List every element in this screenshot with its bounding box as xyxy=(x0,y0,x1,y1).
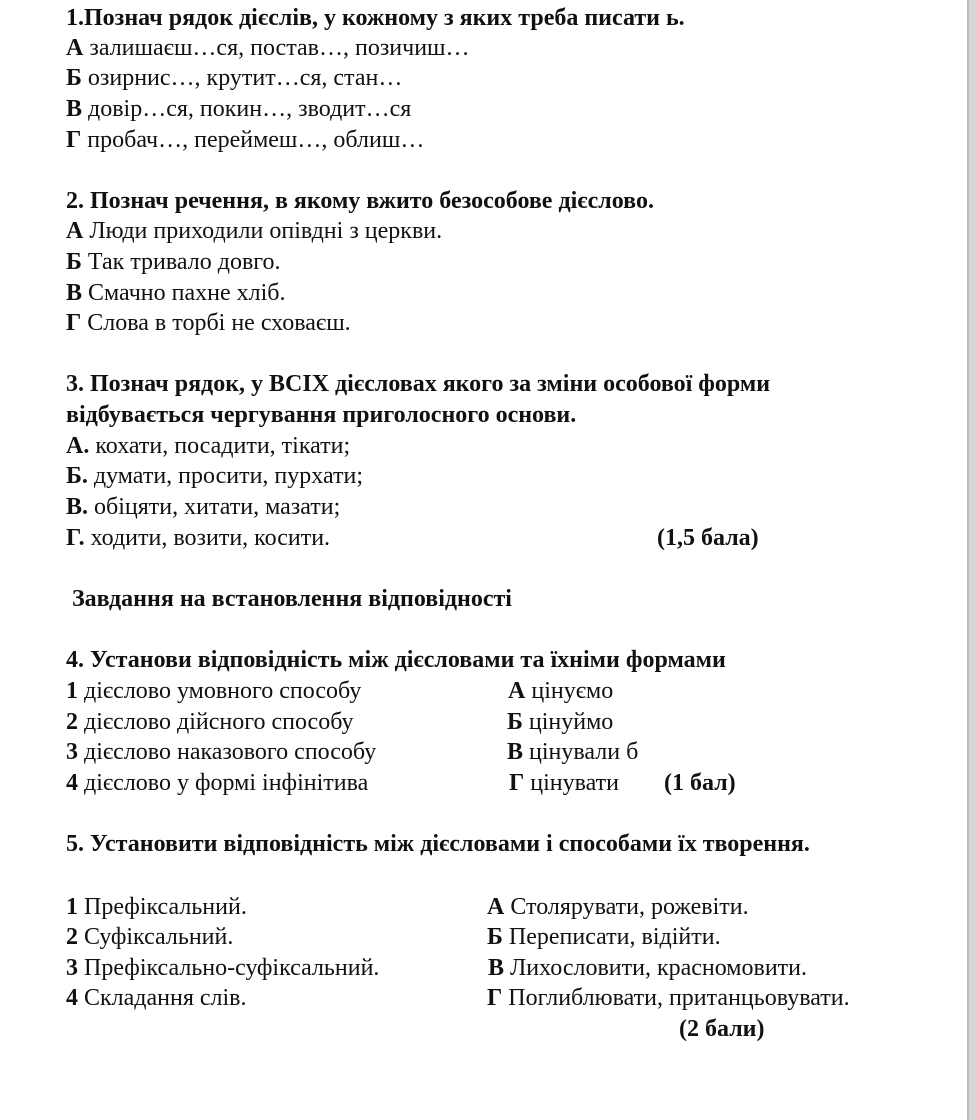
q5-right-a: А Столярувати, рожевіти. xyxy=(487,894,749,920)
q5-right-v: В Лихословити, красномовити. xyxy=(488,955,808,981)
section-title: Завдання на встановлення відповідності xyxy=(72,586,512,612)
q2-option-a: А Люди приходили опівдні з церкви. xyxy=(66,218,443,244)
q4-points: (1 бал) xyxy=(664,770,736,796)
q5-left-1: 1 Префіксальний. xyxy=(66,894,247,920)
q5-right-g: Г Поглиблювати, пританцьовувати. xyxy=(487,985,850,1011)
q3-title-line2: відбувається чергування приголосного основи. xyxy=(66,402,577,428)
q1-option-g: Г пробач…, переймеш…, облиш… xyxy=(66,127,425,153)
q1-option-v: В довір…ся, покин…, зводит…ся xyxy=(66,96,412,122)
q3-points: (1,5 бала) xyxy=(657,525,759,551)
q1-option-a: А залишаєш…ся, постав…, позичиш… xyxy=(66,35,470,61)
q2-option-v: В Смачно пахне хліб. xyxy=(66,280,286,306)
q3-option-g: Г. ходити, возити, косити. xyxy=(66,525,331,551)
q5-right-b: Б Переписати, відійти. xyxy=(487,924,721,950)
q1-title: 1.Познач рядок дієслів, у кожному з яких треба писати ь. xyxy=(66,5,685,31)
q3-title-line1: 3. Познач рядок, у ВСІХ дієсловах якого за зміни особової форми xyxy=(66,371,771,397)
q5-left-2: 2 Суфіксальний. xyxy=(66,924,234,950)
q1-option-b: Б озирнис…, крутит…ся, стан… xyxy=(66,65,403,91)
q4-left-2: 2 дієслово дійсного способу xyxy=(66,709,354,735)
q4-right-v: В цінували б xyxy=(507,739,639,765)
q2-option-b: Б Так тривало довго. xyxy=(66,249,281,275)
q4-left-1: 1 дієслово умовного способу xyxy=(66,678,362,704)
q2-title: 2. Познач речення, в якому вжито безособове дієслово. xyxy=(66,188,654,214)
q3-option-a: А. кохати, посадити, тікати; xyxy=(66,433,351,459)
page-edge-divider xyxy=(967,0,977,1120)
q5-left-3: 3 Префіксально-суфіксальний. xyxy=(66,955,380,981)
q5-left-4: 4 Складання слів. xyxy=(66,985,247,1011)
q2-option-g: Г Слова в торбі не сховаєш. xyxy=(66,310,351,336)
q4-title: 4. Установи відповідність між дієсловами та їхніми формами xyxy=(66,647,726,673)
q3-option-v: В. обіцяти, хитати, мазати; xyxy=(66,494,341,520)
q5-points: (2 бали) xyxy=(679,1016,765,1042)
q3-option-b: Б. думати, просити, пурхати; xyxy=(66,463,363,489)
q4-right-b: Б цінуймо xyxy=(507,709,614,735)
q4-right-g: Г цінувати xyxy=(509,770,620,796)
q5-title: 5. Установити відповідність між дієсловами і способами їх творення. xyxy=(66,831,810,857)
q4-left-3: 3 дієслово наказового способу xyxy=(66,739,377,765)
q4-right-a: А цінуємо xyxy=(508,678,614,704)
q4-left-4: 4 дієслово у формі інфінітива xyxy=(66,770,369,796)
